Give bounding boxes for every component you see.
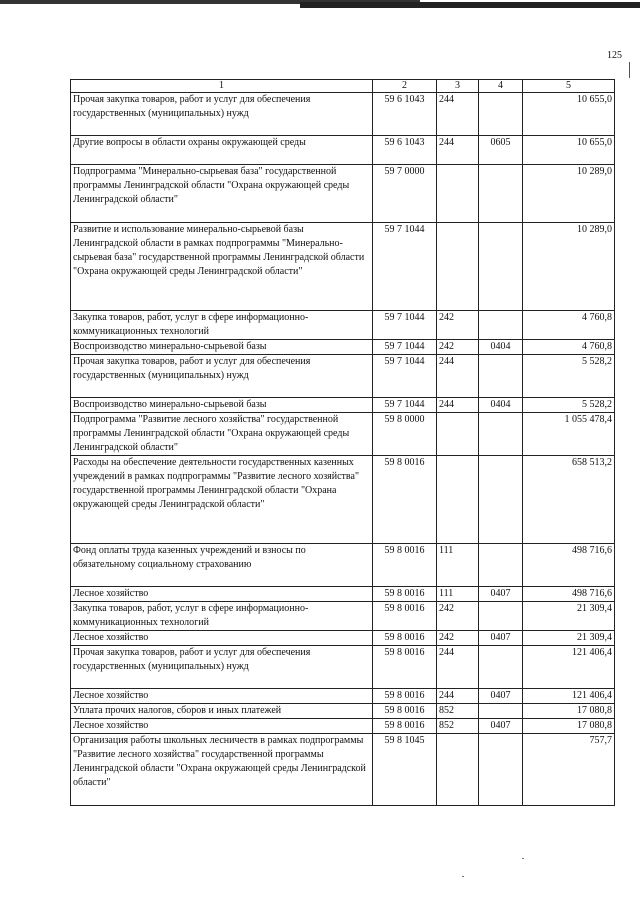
- row-vr-cell: 242: [437, 631, 479, 646]
- row-vr-cell: 244: [437, 398, 479, 413]
- table-row: [71, 413, 615, 456]
- row-section-cell: 0407: [479, 587, 523, 602]
- row-vr-cell: [437, 223, 479, 311]
- row-name-cell: Воспроизводство минерально-сырьевой базы: [71, 398, 373, 413]
- row-vr-cell: [437, 165, 479, 223]
- table-row: [71, 355, 615, 398]
- table-row: [71, 734, 615, 806]
- row-section-cell: 0407: [479, 631, 523, 646]
- table-row: [71, 398, 615, 413]
- row-amount-cell: 10 289,0: [523, 165, 615, 223]
- row-name-cell: Воспроизводство минерально-сырьевой базы: [71, 340, 373, 355]
- row-code-cell: 59 7 0000: [373, 165, 437, 223]
- row-code-cell: 59 8 0016: [373, 587, 437, 602]
- row-vr-cell: 244: [437, 93, 479, 136]
- row-amount-cell: 4 760,8: [523, 311, 615, 340]
- scan-speck: [462, 876, 464, 877]
- row-section-cell: [479, 413, 523, 456]
- row-section-cell: [479, 544, 523, 587]
- row-code-cell: 59 8 0016: [373, 646, 437, 689]
- row-name-cell: Организация работы школьных лесничеств в рамках подпрограммы "Развитие лесного хозяйства" государственной программы Ленинградской области "Охрана окружающей среды Ленинградской области": [71, 734, 373, 806]
- table-row: [71, 223, 615, 311]
- row-section-cell: [479, 456, 523, 544]
- row-name-cell: Прочая закупка товаров, работ и услуг для обеспечения государственных (муниципальных) нужд: [71, 355, 373, 398]
- row-amount-cell: 1 055 478,4: [523, 413, 615, 456]
- scan-margin-mark: [629, 62, 630, 78]
- row-code-cell: 59 6 1043: [373, 93, 437, 136]
- table-row: [71, 340, 615, 355]
- row-amount-cell: 757,7: [523, 734, 615, 806]
- header-cell: 2: [373, 80, 437, 93]
- row-amount-cell: 121 406,4: [523, 646, 615, 689]
- table-row: [71, 136, 615, 165]
- row-amount-cell: 10 655,0: [523, 93, 615, 136]
- scan-top-edge: [0, 0, 640, 10]
- row-section-cell: [479, 602, 523, 631]
- row-name-cell: Лесное хозяйство: [71, 719, 373, 734]
- scan-speck: [522, 858, 524, 859]
- row-name-cell: Расходы на обеспечение деятельности государственных казенных учреждений в рамках подпрограммы "Развитие лесного хозяйства" государственной программы Ленинградской области "Охрана окружающей среды Ленинградской области": [71, 456, 373, 544]
- row-code-cell: 59 8 0016: [373, 704, 437, 719]
- table-row: [71, 689, 615, 704]
- row-name-cell: Подпрограмма "Минерально-сырьевая база" государственной программы Ленинградской области "Охрана окружающей среды Ленинградской области": [71, 165, 373, 223]
- row-name-cell: Прочая закупка товаров, работ и услуг для обеспечения государственных (муниципальных) нужд: [71, 93, 373, 136]
- header-cell: 3: [437, 80, 479, 93]
- row-vr-cell: 242: [437, 311, 479, 340]
- row-name-cell: Уплата прочих налогов, сборов и иных платежей: [71, 704, 373, 719]
- row-vr-cell: 242: [437, 340, 479, 355]
- row-vr-cell: [437, 734, 479, 806]
- row-vr-cell: 852: [437, 704, 479, 719]
- row-name-cell: Закупка товаров, работ, услуг в сфере информационно-коммуникационных технологий: [71, 311, 373, 340]
- row-vr-cell: [437, 413, 479, 456]
- table-row: [71, 311, 615, 340]
- row-code-cell: 59 7 1044: [373, 340, 437, 355]
- row-section-cell: 0605: [479, 136, 523, 165]
- header-cell: 4: [479, 80, 523, 93]
- row-section-cell: [479, 704, 523, 719]
- row-code-cell: 59 8 0016: [373, 602, 437, 631]
- row-section-cell: 0404: [479, 398, 523, 413]
- row-section-cell: 0404: [479, 340, 523, 355]
- row-vr-cell: 244: [437, 646, 479, 689]
- row-name-cell: Другие вопросы в области охраны окружающей среды: [71, 136, 373, 165]
- row-name-cell: Развитие и использование минерально-сырьевой базы Ленинградской области в рамках подпрограммы "Минерально-сырьевая база" государственной программы Ленинградской области "Охрана окружающей среды Ленинградской области": [71, 223, 373, 311]
- table-row: [71, 165, 615, 223]
- row-amount-cell: 21 309,4: [523, 602, 615, 631]
- row-vr-cell: [437, 456, 479, 544]
- row-code-cell: 59 8 0000: [373, 413, 437, 456]
- row-section-cell: [479, 355, 523, 398]
- row-section-cell: [479, 311, 523, 340]
- row-vr-cell: 111: [437, 544, 479, 587]
- budget-table: [70, 79, 615, 806]
- table-row: [71, 587, 615, 602]
- row-amount-cell: 658 513,2: [523, 456, 615, 544]
- row-name-cell: Подпрограмма "Развитие лесного хозяйства" государственной программы Ленинградской области "Охрана окружающей среды Ленинградской области": [71, 413, 373, 456]
- row-amount-cell: 498 716,6: [523, 544, 615, 587]
- row-section-cell: [479, 165, 523, 223]
- row-code-cell: 59 8 0016: [373, 689, 437, 704]
- row-amount-cell: 17 080,8: [523, 719, 615, 734]
- row-code-cell: 59 8 0016: [373, 631, 437, 646]
- row-vr-cell: 242: [437, 602, 479, 631]
- table-row: [71, 544, 615, 587]
- row-section-cell: [479, 93, 523, 136]
- row-amount-cell: 4 760,8: [523, 340, 615, 355]
- table-row: [71, 93, 615, 136]
- table-row: [71, 631, 615, 646]
- row-code-cell: 59 7 1044: [373, 355, 437, 398]
- row-amount-cell: 5 528,2: [523, 398, 615, 413]
- row-section-cell: 0407: [479, 719, 523, 734]
- row-code-cell: 59 8 0016: [373, 544, 437, 587]
- table-row: [71, 719, 615, 734]
- row-code-cell: 59 7 1044: [373, 398, 437, 413]
- row-vr-cell: 244: [437, 136, 479, 165]
- row-amount-cell: 17 080,8: [523, 704, 615, 719]
- row-vr-cell: 111: [437, 587, 479, 602]
- row-amount-cell: 121 406,4: [523, 689, 615, 704]
- table-row: [71, 456, 615, 544]
- table-row: [71, 602, 615, 631]
- row-name-cell: Закупка товаров, работ, услуг в сфере информационно-коммуникационных технологий: [71, 602, 373, 631]
- row-section-cell: [479, 734, 523, 806]
- page-number: 125: [607, 50, 622, 61]
- row-vr-cell: 244: [437, 355, 479, 398]
- row-code-cell: 59 8 0016: [373, 719, 437, 734]
- row-vr-cell: 244: [437, 689, 479, 704]
- row-name-cell: Лесное хозяйство: [71, 587, 373, 602]
- row-vr-cell: 852: [437, 719, 479, 734]
- row-amount-cell: 10 655,0: [523, 136, 615, 165]
- header-cell: 1: [71, 80, 373, 93]
- row-code-cell: 59 6 1043: [373, 136, 437, 165]
- row-section-cell: [479, 646, 523, 689]
- row-code-cell: 59 8 0016: [373, 456, 437, 544]
- row-code-cell: 59 8 1045: [373, 734, 437, 806]
- row-name-cell: Фонд оплаты труда казенных учреждений и взносы по обязательному социальному страхованию: [71, 544, 373, 587]
- header-row: [71, 80, 615, 93]
- row-amount-cell: 5 528,2: [523, 355, 615, 398]
- row-amount-cell: 10 289,0: [523, 223, 615, 311]
- row-section-cell: [479, 223, 523, 311]
- row-name-cell: Лесное хозяйство: [71, 631, 373, 646]
- row-name-cell: Прочая закупка товаров, работ и услуг для обеспечения государственных (муниципальных) нужд: [71, 646, 373, 689]
- row-code-cell: 59 7 1044: [373, 311, 437, 340]
- row-code-cell: 59 7 1044: [373, 223, 437, 311]
- row-amount-cell: 498 716,6: [523, 587, 615, 602]
- row-amount-cell: 21 309,4: [523, 631, 615, 646]
- row-section-cell: 0407: [479, 689, 523, 704]
- table-row: [71, 646, 615, 689]
- header-cell: 5: [523, 80, 615, 93]
- table-row: [71, 704, 615, 719]
- row-name-cell: Лесное хозяйство: [71, 689, 373, 704]
